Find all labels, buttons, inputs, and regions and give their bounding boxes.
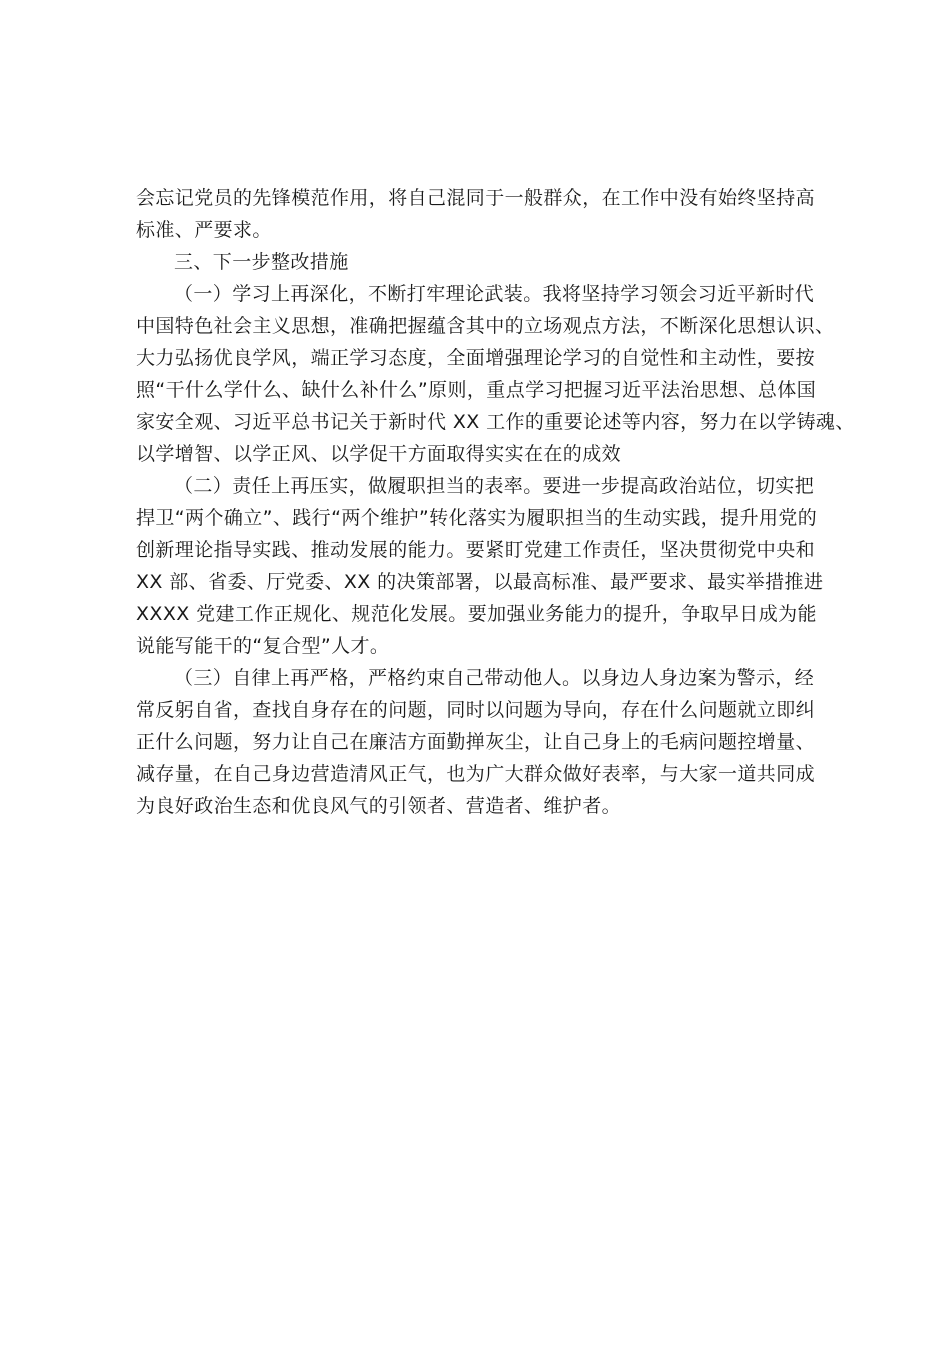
text-line: 减存量，在自己身边营造清风正气，也为广大群众做好表率，与大家一道共同成 — [136, 763, 816, 785]
text-line: （一）学习上再深化，不断打牢理论武装。我将坚持学习领会习近平新时代 — [174, 283, 815, 305]
text-line: 说能写能干的“复合型”人才。 — [136, 635, 390, 657]
document-body — [136, 182, 855, 822]
text-line: 会忘记党员的先锋模范作用，将自己混同于一般群众，在工作中没有始终坚持高 — [136, 187, 816, 209]
text-line: 家安全观、习近平总书记关于新时代 XX 工作的重要论述等内容，努力在以学铸魂、 — [136, 411, 855, 433]
paragraph-study — [136, 278, 855, 470]
text-line: 中国特色社会主义思想，准确把握蕴含其中的立场观点方法，不断深化思想认识、 — [136, 315, 835, 337]
text-line: 为良好政治生态和优良风气的引领者、营造者、维护者。 — [136, 795, 622, 817]
text-line: （三）自律上再严格，严格约束自己带动他人。以身边人身边案为警示，经 — [174, 667, 815, 689]
text-line: 正什么问题，努力让自己在廉洁方面勤掸灰尘，让自己身上的毛病问题控增量、 — [136, 731, 816, 753]
text-line: XXXX 党建工作正规化、规范化发展。要加强业务能力的提升，争取早日成为能 — [136, 603, 817, 625]
text-line: 创新理论指导实践、推动发展的能力。要紧盯党建工作责任，坚决贯彻党中央和 — [136, 539, 816, 561]
text-line: 捍卫“两个确立”、践行“两个维护”转化落实为履职担当的生动实践，提升用党的 — [136, 507, 818, 529]
text-line: XX 部、省委、厅党委、XX 的决策部署，以最高标准、最严要求、最实举措推进 — [136, 571, 824, 593]
paragraph-responsibility — [136, 470, 826, 662]
text-line: （二）责任上再压实，做履职担当的表率。要进一步提高政治站位，切实把 — [174, 475, 815, 497]
text-line: 大力弘扬优良学风，端正学习态度，全面增强理论学习的自觉性和主动性，要按 — [136, 347, 816, 369]
text-line: 照“干什么学什么、缺什么补什么”原则，重点学习把握习近平法治思想、总体国 — [136, 379, 817, 401]
text-line: 以学增智、以学正风、以学促干方面取得实实在在的成效 — [136, 443, 622, 465]
text-line: 标准、严要求。 — [136, 219, 272, 241]
text-line: 常反躬自省，查找自身存在的问题，同时以问题为导向，存在什么问题就立即纠 — [136, 699, 816, 721]
section-title: 三、下一步整改措施 — [174, 251, 349, 273]
paragraph-self-discipline — [136, 662, 826, 822]
